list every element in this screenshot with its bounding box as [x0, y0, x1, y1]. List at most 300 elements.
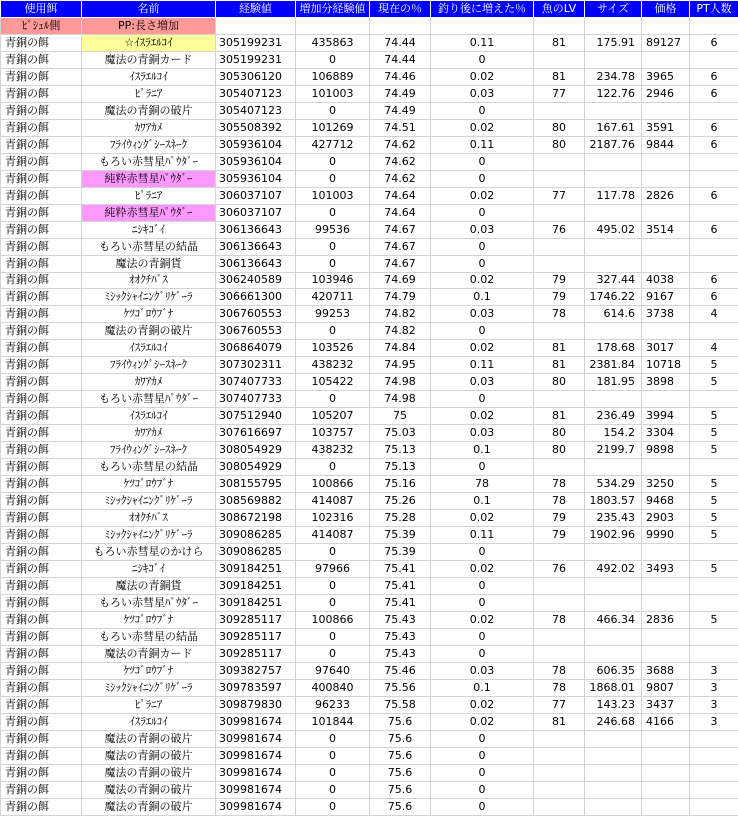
after-pct-cell[interactable]: 0 [431, 102, 534, 119]
fish-lv-cell[interactable] [534, 781, 585, 798]
name-cell[interactable]: もろい赤彗星の結晶 [82, 238, 216, 255]
price-cell[interactable] [642, 170, 690, 187]
gain-cell[interactable]: 97640 [296, 662, 370, 679]
after-pct-cell[interactable]: 0 [431, 204, 534, 221]
fish-lv-cell[interactable]: 80 [534, 136, 585, 153]
name-cell[interactable]: 魔法の青銅の破片 [82, 102, 216, 119]
pt-count-cell[interactable] [690, 798, 738, 815]
pt-count-cell[interactable]: 5 [690, 476, 738, 493]
name-cell[interactable]: もろい赤彗星ﾊﾟｳﾀﾞｰ [82, 594, 216, 611]
exp-cell[interactable]: 309184251 [216, 560, 296, 577]
bait-cell[interactable]: 青銅の餌 [1, 272, 82, 289]
bait-cell[interactable]: 青銅の餌 [1, 340, 82, 357]
header-pt[interactable]: PT人数 [690, 1, 738, 18]
bait-cell[interactable]: 青銅の餌 [1, 527, 82, 544]
exp-cell[interactable]: 308672198 [216, 510, 296, 527]
pct-cell[interactable]: 74.98 [370, 374, 431, 391]
exp-cell[interactable]: 308155795 [216, 476, 296, 493]
fish-lv-cell[interactable] [534, 645, 585, 662]
size-cell[interactable]: 154.2 [585, 425, 642, 442]
pct-cell[interactable]: 75.26 [370, 493, 431, 510]
pt-count-cell[interactable]: 6 [690, 221, 738, 238]
after-pct-cell[interactable]: 0.02 [431, 187, 534, 204]
name-cell[interactable]: ﾋﾟﾗﾆｱ [82, 696, 216, 713]
header-size[interactable]: サイズ [585, 1, 642, 18]
bait-cell[interactable]: 青銅の餌 [1, 544, 82, 561]
size-cell[interactable] [585, 204, 642, 221]
pt-count-cell[interactable] [690, 544, 738, 561]
pt-count-cell[interactable]: 5 [690, 408, 738, 425]
size-cell[interactable]: 606.35 [585, 662, 642, 679]
fish-lv-cell[interactable] [534, 628, 585, 645]
gain-cell[interactable]: 438232 [296, 357, 370, 374]
exp-cell[interactable]: 306136643 [216, 238, 296, 255]
name-cell[interactable]: 魔法の青銅カード [82, 51, 216, 68]
price-cell[interactable] [642, 594, 690, 611]
pct-cell[interactable]: 74.44 [370, 51, 431, 68]
pct-cell[interactable]: 74.44 [370, 34, 431, 51]
pct-cell[interactable]: 75.28 [370, 510, 431, 527]
fish-lv-cell[interactable]: 81 [534, 357, 585, 374]
pt-count-cell[interactable]: 5 [690, 611, 738, 628]
pct-cell[interactable]: 74.62 [370, 170, 431, 187]
pt-count-cell[interactable]: 5 [690, 560, 738, 577]
size-cell[interactable] [585, 391, 642, 408]
gain-cell[interactable]: 400840 [296, 679, 370, 696]
pct-cell[interactable]: 74.51 [370, 119, 431, 136]
fish-lv-cell[interactable]: 77 [534, 187, 585, 204]
bait-cell[interactable]: 青銅の餌 [1, 781, 82, 798]
pt-count-cell[interactable] [690, 238, 738, 255]
pct-cell[interactable]: 75.6 [370, 781, 431, 798]
fish-lv-cell[interactable]: 76 [534, 560, 585, 577]
fish-lv-cell[interactable]: 79 [534, 289, 585, 306]
after-pct-cell[interactable]: 0.02 [431, 68, 534, 85]
pct-cell[interactable]: 74.62 [370, 153, 431, 170]
name-cell[interactable]: ﾌﾗｲｳｨﾝｸﾞｼｰｽﾈｰｸ [82, 136, 216, 153]
header-name[interactable]: 名前 [82, 1, 216, 18]
fish-lv-cell[interactable] [534, 170, 585, 187]
pt-count-cell[interactable]: 3 [690, 679, 738, 696]
bait-cell[interactable]: 青銅の餌 [1, 628, 82, 645]
gain-cell[interactable]: 105422 [296, 374, 370, 391]
header-after[interactable]: 釣り後に増えた％ [431, 1, 534, 18]
bait-cell[interactable]: 青銅の餌 [1, 730, 82, 747]
gain-cell[interactable]: 100866 [296, 476, 370, 493]
pct-cell[interactable]: 75 [370, 408, 431, 425]
pct-cell[interactable]: 74.67 [370, 238, 431, 255]
after-pct-cell[interactable]: 0 [431, 645, 534, 662]
after-pct-cell[interactable]: 0.1 [431, 442, 534, 459]
after-pct-cell[interactable]: 0 [431, 238, 534, 255]
special-name-cell[interactable]: PP:長さ増加 [82, 17, 216, 34]
pt-count-cell[interactable] [690, 747, 738, 764]
after-pct-cell[interactable]: 0 [431, 781, 534, 798]
gain-cell[interactable]: 414087 [296, 493, 370, 510]
exp-cell[interactable]: 306136643 [216, 255, 296, 272]
pct-cell[interactable]: 75.39 [370, 544, 431, 561]
exp-cell[interactable]: 309285117 [216, 645, 296, 662]
pt-count-cell[interactable]: 5 [690, 493, 738, 510]
fish-lv-cell[interactable]: 81 [534, 713, 585, 730]
size-cell[interactable]: 234.78 [585, 68, 642, 85]
gain-cell[interactable]: 96233 [296, 696, 370, 713]
price-cell[interactable]: 4038 [642, 272, 690, 289]
size-cell[interactable] [585, 730, 642, 747]
gain-cell[interactable]: 0 [296, 204, 370, 221]
bait-cell[interactable]: 青銅の餌 [1, 425, 82, 442]
price-cell[interactable]: 9990 [642, 527, 690, 544]
pt-count-cell[interactable]: 6 [690, 289, 738, 306]
exp-cell[interactable]: 305936104 [216, 170, 296, 187]
name-cell[interactable]: もろい赤彗星ﾊﾟｳﾀﾞｰ [82, 391, 216, 408]
price-cell[interactable]: 9807 [642, 679, 690, 696]
price-cell[interactable] [642, 577, 690, 594]
bait-cell[interactable]: 青銅の餌 [1, 459, 82, 476]
size-cell[interactable]: 327.44 [585, 272, 642, 289]
fish-lv-cell[interactable]: 77 [534, 85, 585, 102]
after-pct-cell[interactable]: 0.02 [431, 272, 534, 289]
pct-cell[interactable]: 74.82 [370, 306, 431, 323]
fish-lv-cell[interactable] [534, 323, 585, 340]
gain-cell[interactable]: 0 [296, 730, 370, 747]
pt-count-cell[interactable] [690, 391, 738, 408]
after-pct-cell[interactable]: 0 [431, 323, 534, 340]
price-cell[interactable]: 3437 [642, 696, 690, 713]
exp-cell[interactable]: 306864079 [216, 340, 296, 357]
price-cell[interactable]: 9468 [642, 493, 690, 510]
fish-lv-cell[interactable]: 80 [534, 442, 585, 459]
price-cell[interactable]: 3493 [642, 560, 690, 577]
name-cell[interactable]: ﾋﾟﾗﾆｱ [82, 85, 216, 102]
name-cell[interactable]: 魔法の青銅の破片 [82, 798, 216, 815]
bait-cell[interactable]: 青銅の餌 [1, 34, 82, 51]
pt-count-cell[interactable]: 6 [690, 68, 738, 85]
name-cell[interactable]: 魔法の青銅の破片 [82, 730, 216, 747]
bait-cell[interactable]: 青銅の餌 [1, 696, 82, 713]
gain-cell[interactable]: 0 [296, 391, 370, 408]
bait-cell[interactable]: 青銅の餌 [1, 662, 82, 679]
name-cell[interactable]: ｵｵｸﾁﾊﾞｽ [82, 510, 216, 527]
pct-cell[interactable]: 75.6 [370, 798, 431, 815]
gain-cell[interactable]: 0 [296, 51, 370, 68]
bait-cell[interactable]: 青銅の餌 [1, 119, 82, 136]
exp-cell[interactable]: 305199231 [216, 34, 296, 51]
exp-cell[interactable]: 309981674 [216, 764, 296, 781]
pct-cell[interactable]: 74.98 [370, 391, 431, 408]
price-cell[interactable] [642, 544, 690, 561]
price-cell[interactable] [642, 391, 690, 408]
bait-cell[interactable]: 青銅の餌 [1, 85, 82, 102]
gain-cell[interactable]: 105207 [296, 408, 370, 425]
bait-cell[interactable]: 青銅の餌 [1, 611, 82, 628]
price-cell[interactable] [642, 730, 690, 747]
exp-cell[interactable]: 309981674 [216, 730, 296, 747]
after-pct-cell[interactable]: 0 [431, 594, 534, 611]
price-cell[interactable] [642, 238, 690, 255]
pt-count-cell[interactable] [690, 628, 738, 645]
after-pct-cell[interactable]: 0.11 [431, 34, 534, 51]
pt-count-cell[interactable] [690, 730, 738, 747]
name-cell[interactable]: 魔法の青銅貨 [82, 577, 216, 594]
gain-cell[interactable]: 420711 [296, 289, 370, 306]
fish-lv-cell[interactable] [534, 102, 585, 119]
exp-cell[interactable]: 307302311 [216, 357, 296, 374]
bait-cell[interactable]: 青銅の餌 [1, 679, 82, 696]
pt-count-cell[interactable] [690, 255, 738, 272]
bait-cell[interactable]: 青銅の餌 [1, 764, 82, 781]
name-cell[interactable]: もろい赤彗星の結晶 [82, 459, 216, 476]
price-cell[interactable]: 4166 [642, 713, 690, 730]
size-cell[interactable] [585, 781, 642, 798]
bait-cell[interactable]: 青銅の餌 [1, 306, 82, 323]
pct-cell[interactable]: 75.13 [370, 442, 431, 459]
exp-cell[interactable]: 309285117 [216, 611, 296, 628]
price-cell[interactable] [642, 798, 690, 815]
pt-count-cell[interactable] [690, 594, 738, 611]
price-cell[interactable] [642, 628, 690, 645]
pt-count-cell[interactable] [690, 459, 738, 476]
size-cell[interactable] [585, 544, 642, 561]
after-pct-cell[interactable]: 0 [431, 255, 534, 272]
fish-lv-cell[interactable] [534, 153, 585, 170]
after-pct-cell[interactable]: 0.11 [431, 527, 534, 544]
gain-cell[interactable]: 0 [296, 798, 370, 815]
pt-count-cell[interactable]: 6 [690, 85, 738, 102]
after-pct-cell[interactable]: 0.02 [431, 119, 534, 136]
exp-cell[interactable]: 307616697 [216, 425, 296, 442]
pt-count-cell[interactable]: 5 [690, 425, 738, 442]
price-cell[interactable] [642, 153, 690, 170]
price-cell[interactable]: 9167 [642, 289, 690, 306]
price-cell[interactable] [642, 747, 690, 764]
price-cell[interactable]: 3304 [642, 425, 690, 442]
pt-count-cell[interactable] [690, 764, 738, 781]
price-cell[interactable] [642, 459, 690, 476]
exp-cell[interactable]: 308054929 [216, 442, 296, 459]
pct-cell[interactable]: 75.03 [370, 425, 431, 442]
size-cell[interactable]: 167.61 [585, 119, 642, 136]
fish-lv-cell[interactable]: 76 [534, 221, 585, 238]
pt-count-cell[interactable] [690, 153, 738, 170]
gain-cell[interactable]: 101003 [296, 187, 370, 204]
after-pct-cell[interactable]: 0 [431, 459, 534, 476]
size-cell[interactable] [585, 238, 642, 255]
after-pct-cell[interactable]: 0.02 [431, 340, 534, 357]
size-cell[interactable]: 1902.96 [585, 527, 642, 544]
price-cell[interactable] [642, 204, 690, 221]
price-cell[interactable] [642, 781, 690, 798]
pct-cell[interactable]: 75.6 [370, 764, 431, 781]
bait-cell[interactable]: 青銅の餌 [1, 442, 82, 459]
size-cell[interactable]: 2199.7 [585, 442, 642, 459]
exp-cell[interactable]: 305306120 [216, 68, 296, 85]
pct-cell[interactable]: 75.6 [370, 730, 431, 747]
fish-lv-cell[interactable] [534, 747, 585, 764]
size-cell[interactable]: 175.91 [585, 34, 642, 51]
fish-lv-cell[interactable]: 80 [534, 119, 585, 136]
gain-cell[interactable]: 99536 [296, 221, 370, 238]
after-pct-cell[interactable]: 0.1 [431, 679, 534, 696]
name-cell[interactable]: ｶﾜｱｶﾒ [82, 119, 216, 136]
pct-cell[interactable]: 75.16 [370, 476, 431, 493]
pct-cell[interactable]: 75.43 [370, 611, 431, 628]
exp-cell[interactable]: 305936104 [216, 136, 296, 153]
name-cell[interactable]: ﾋﾟﾗﾆｱ [82, 187, 216, 204]
fish-lv-cell[interactable]: 78 [534, 611, 585, 628]
fish-lv-cell[interactable] [534, 391, 585, 408]
after-pct-cell[interactable]: 0.02 [431, 696, 534, 713]
price-cell[interactable] [642, 102, 690, 119]
header-price[interactable]: 価格 [642, 1, 690, 18]
bait-cell[interactable]: 青銅の餌 [1, 357, 82, 374]
name-cell[interactable]: 純粋赤彗星ﾊﾟｳﾀﾞｰ [82, 170, 216, 187]
bait-cell[interactable]: 青銅の餌 [1, 560, 82, 577]
exp-cell[interactable]: 306136643 [216, 221, 296, 238]
gain-cell[interactable]: 101269 [296, 119, 370, 136]
fish-lv-cell[interactable] [534, 51, 585, 68]
name-cell[interactable]: ｲｽﾗｴﾙｺｲ [82, 713, 216, 730]
bait-cell[interactable]: 青銅の餌 [1, 645, 82, 662]
name-cell[interactable]: ｲｽﾗｴﾙｺｲ [82, 68, 216, 85]
pt-count-cell[interactable] [690, 170, 738, 187]
header-exp[interactable]: 経験値 [216, 1, 296, 18]
name-cell[interactable]: ｹﾂｺﾞﾛｳﾌﾞﾅ [82, 662, 216, 679]
gain-cell[interactable]: 0 [296, 628, 370, 645]
gain-cell[interactable]: 101844 [296, 713, 370, 730]
name-cell[interactable]: ｶﾜｱｶﾒ [82, 425, 216, 442]
after-pct-cell[interactable]: 0 [431, 577, 534, 594]
after-pct-cell[interactable]: 0.02 [431, 611, 534, 628]
after-pct-cell[interactable]: 0 [431, 51, 534, 68]
bait-cell[interactable]: 青銅の餌 [1, 221, 82, 238]
name-cell[interactable]: ｶﾜｱｶﾒ [82, 374, 216, 391]
price-cell[interactable] [642, 255, 690, 272]
pct-cell[interactable]: 75.13 [370, 459, 431, 476]
after-pct-cell[interactable]: 0.02 [431, 510, 534, 527]
fish-lv-cell[interactable]: 80 [534, 425, 585, 442]
size-cell[interactable]: 236.49 [585, 408, 642, 425]
after-pct-cell[interactable]: 0 [431, 798, 534, 815]
fish-lv-cell[interactable]: 81 [534, 68, 585, 85]
pt-count-cell[interactable] [690, 577, 738, 594]
pt-count-cell[interactable]: 6 [690, 136, 738, 153]
after-pct-cell[interactable]: 0 [431, 153, 534, 170]
after-pct-cell[interactable]: 0.03 [431, 662, 534, 679]
pct-cell[interactable]: 74.62 [370, 136, 431, 153]
exp-cell[interactable]: 305936104 [216, 153, 296, 170]
pct-cell[interactable]: 75.41 [370, 577, 431, 594]
price-cell[interactable]: 3738 [642, 306, 690, 323]
name-cell[interactable]: ﾐｼｯｸｼｬｲﾆﾝｸﾞﾘｹﾞｰﾗ [82, 493, 216, 510]
fish-lv-cell[interactable]: 78 [534, 306, 585, 323]
bait-cell[interactable]: 青銅の餌 [1, 102, 82, 119]
size-cell[interactable]: 117.78 [585, 187, 642, 204]
size-cell[interactable]: 534.29 [585, 476, 642, 493]
pt-count-cell[interactable] [690, 51, 738, 68]
exp-cell[interactable]: 309184251 [216, 594, 296, 611]
fish-lv-cell[interactable]: 78 [534, 662, 585, 679]
name-cell[interactable]: ｹﾂｺﾞﾛｳﾌﾞﾅ [82, 611, 216, 628]
exp-cell[interactable]: 307407733 [216, 391, 296, 408]
empty-cell[interactable] [690, 17, 738, 34]
fish-lv-cell[interactable]: 79 [534, 510, 585, 527]
pt-count-cell[interactable]: 6 [690, 119, 738, 136]
price-cell[interactable]: 2836 [642, 611, 690, 628]
size-cell[interactable]: 235.43 [585, 510, 642, 527]
exp-cell[interactable]: 309981674 [216, 798, 296, 815]
exp-cell[interactable]: 309382757 [216, 662, 296, 679]
header-pct[interactable]: 現在の％ [370, 1, 431, 18]
fish-lv-cell[interactable]: 77 [534, 696, 585, 713]
exp-cell[interactable]: 309981674 [216, 713, 296, 730]
pt-count-cell[interactable] [690, 204, 738, 221]
size-cell[interactable]: 466.34 [585, 611, 642, 628]
size-cell[interactable] [585, 645, 642, 662]
pct-cell[interactable]: 74.67 [370, 221, 431, 238]
bait-cell[interactable]: 青銅の餌 [1, 153, 82, 170]
price-cell[interactable]: 3898 [642, 374, 690, 391]
exp-cell[interactable]: 309783597 [216, 679, 296, 696]
gain-cell[interactable]: 414087 [296, 527, 370, 544]
pt-count-cell[interactable]: 6 [690, 34, 738, 51]
fish-lv-cell[interactable]: 79 [534, 272, 585, 289]
bait-cell[interactable]: 青銅の餌 [1, 510, 82, 527]
gain-cell[interactable]: 106889 [296, 68, 370, 85]
bait-cell[interactable]: 青銅の餌 [1, 187, 82, 204]
size-cell[interactable] [585, 764, 642, 781]
empty-cell[interactable] [534, 17, 585, 34]
price-cell[interactable]: 3994 [642, 408, 690, 425]
price-cell[interactable] [642, 323, 690, 340]
size-cell[interactable] [585, 102, 642, 119]
pt-count-cell[interactable]: 6 [690, 272, 738, 289]
gain-cell[interactable]: 103526 [296, 340, 370, 357]
gain-cell[interactable]: 0 [296, 645, 370, 662]
size-cell[interactable] [585, 747, 642, 764]
size-cell[interactable] [585, 255, 642, 272]
size-cell[interactable] [585, 459, 642, 476]
pt-count-cell[interactable]: 3 [690, 662, 738, 679]
fish-lv-cell[interactable] [534, 798, 585, 815]
size-cell[interactable]: 614.6 [585, 306, 642, 323]
price-cell[interactable] [642, 645, 690, 662]
name-cell[interactable]: ｵｵｸﾁﾊﾞｽ [82, 272, 216, 289]
fish-lv-cell[interactable]: 79 [534, 527, 585, 544]
pt-count-cell[interactable]: 5 [690, 357, 738, 374]
bait-cell[interactable]: 青銅の餌 [1, 747, 82, 764]
size-cell[interactable] [585, 153, 642, 170]
price-cell[interactable]: 89127 [642, 34, 690, 51]
after-pct-cell[interactable]: 0 [431, 170, 534, 187]
exp-cell[interactable]: 309879830 [216, 696, 296, 713]
pct-cell[interactable]: 74.67 [370, 255, 431, 272]
fish-lv-cell[interactable]: 81 [534, 408, 585, 425]
after-pct-cell[interactable]: 0 [431, 764, 534, 781]
size-cell[interactable]: 143.23 [585, 696, 642, 713]
bait-cell[interactable]: 青銅の餌 [1, 170, 82, 187]
gain-cell[interactable]: 0 [296, 544, 370, 561]
gain-cell[interactable]: 101003 [296, 85, 370, 102]
after-pct-cell[interactable]: 0.02 [431, 713, 534, 730]
pct-cell[interactable]: 74.64 [370, 204, 431, 221]
price-cell[interactable]: 3514 [642, 221, 690, 238]
name-cell[interactable]: 魔法の青銅の破片 [82, 781, 216, 798]
exp-cell[interactable]: 309285117 [216, 628, 296, 645]
gain-cell[interactable]: 0 [296, 255, 370, 272]
gain-cell[interactable]: 102316 [296, 510, 370, 527]
gain-cell[interactable]: 100866 [296, 611, 370, 628]
